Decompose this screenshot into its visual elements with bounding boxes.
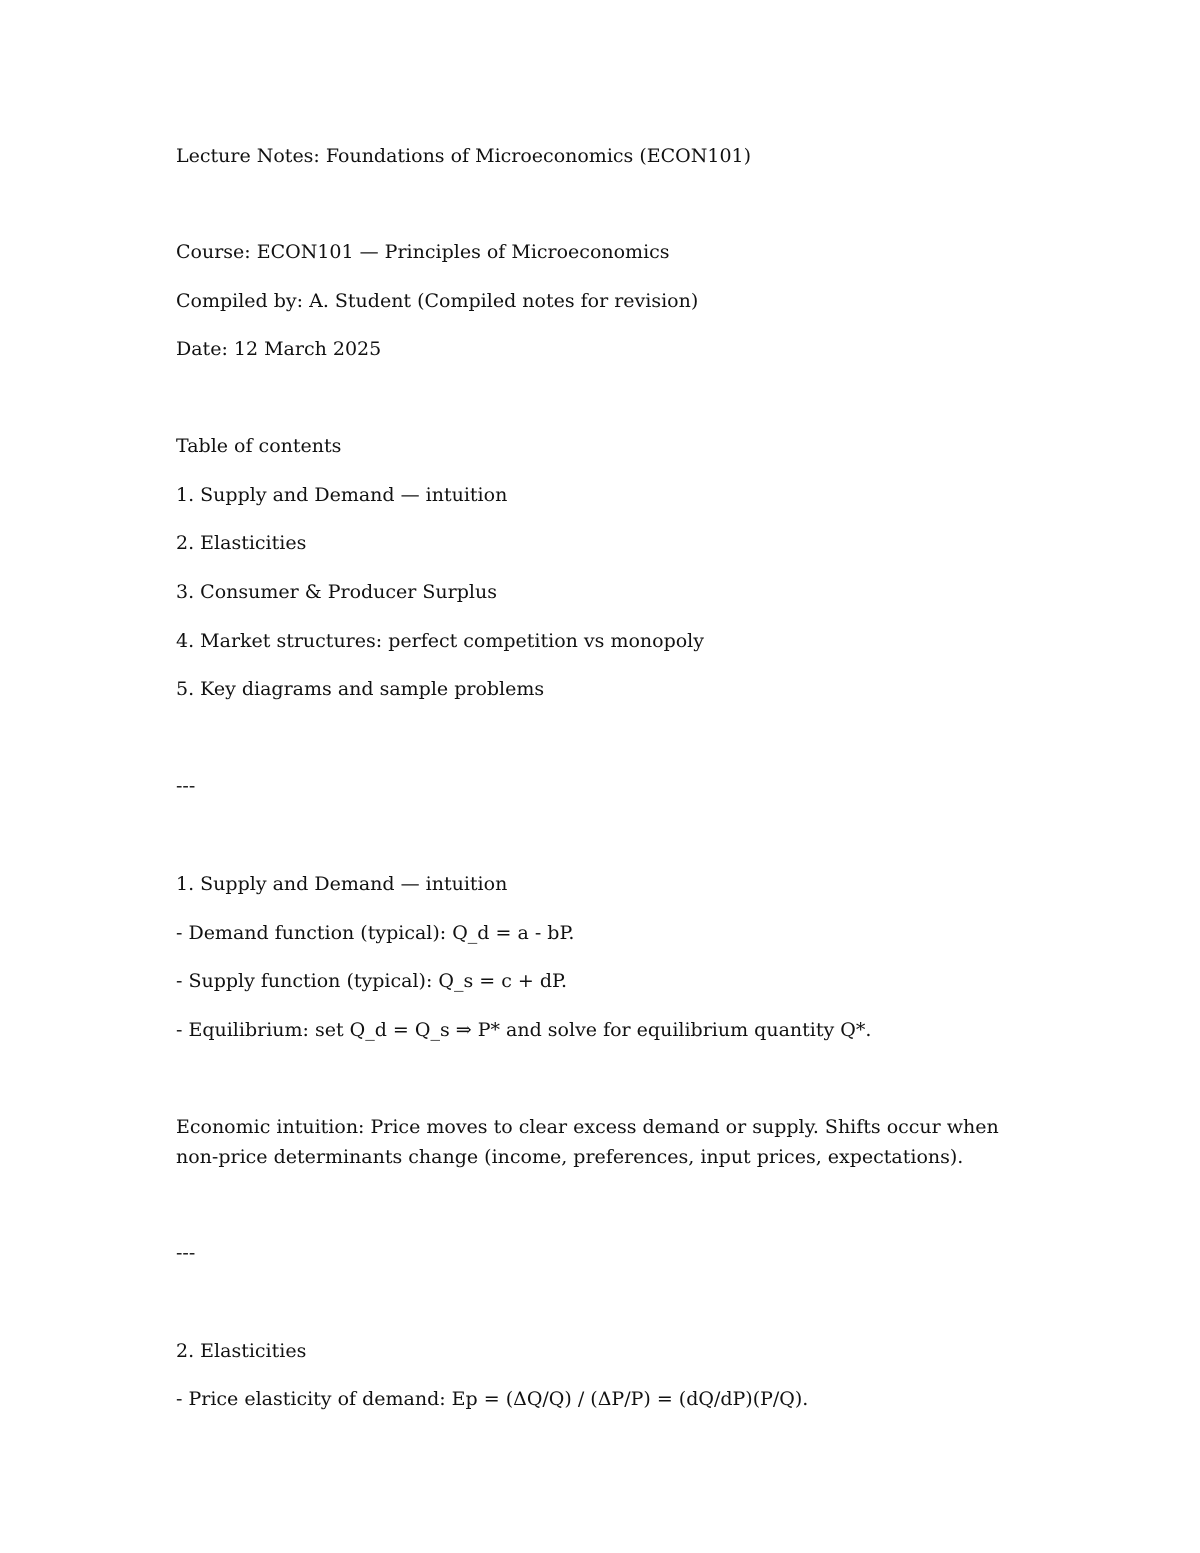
toc-item: 2. Elasticities	[176, 532, 307, 554]
toc-item: 5. Key diagrams and sample problems	[176, 678, 545, 700]
section1-heading: 1. Supply and Demand — intuition	[176, 873, 508, 895]
section2-heading: 2. Elasticities	[176, 1340, 307, 1362]
document-title: Lecture Notes: Foundations of Microeconomics (ECON101)	[176, 145, 752, 167]
section-separator: ---	[176, 775, 196, 797]
section1-bullet: - Equilibrium: set Q_d = Q_s ⇒ P* and solve for equilibrium quantity Q*.	[176, 1019, 872, 1041]
section1-bullet: - Supply function (typical): Q_s = c + dP.	[176, 970, 567, 992]
toc-item: 1. Supply and Demand — intuition	[176, 484, 508, 506]
section1-bullet: - Demand function (typical): Q_d = a - bP.	[176, 922, 575, 944]
section-separator: ---	[176, 1242, 196, 1264]
toc-heading: Table of contents	[176, 435, 342, 457]
date-line: Date: 12 March 2025	[176, 338, 382, 360]
toc-item: 4. Market structures: perfect competition vs monopoly	[176, 630, 704, 652]
course-line: Course: ECON101 — Principles of Microeconomics	[176, 241, 670, 263]
compiled-by-line: Compiled by: A. Student (Compiled notes for revision)	[176, 290, 699, 312]
toc-item: 3. Consumer & Producer Surplus	[176, 581, 497, 603]
section1-intuition: Economic intuition: Price moves to clear excess demand or supply. Shifts occur when non-price determinants change (income, preferences, input prices, expectations).	[176, 1116, 999, 1168]
section2-bullet: - Price elasticity of demand: Ep = (ΔQ/Q) / (ΔP/P) = (dQ/dP)(P/Q).	[176, 1388, 809, 1410]
